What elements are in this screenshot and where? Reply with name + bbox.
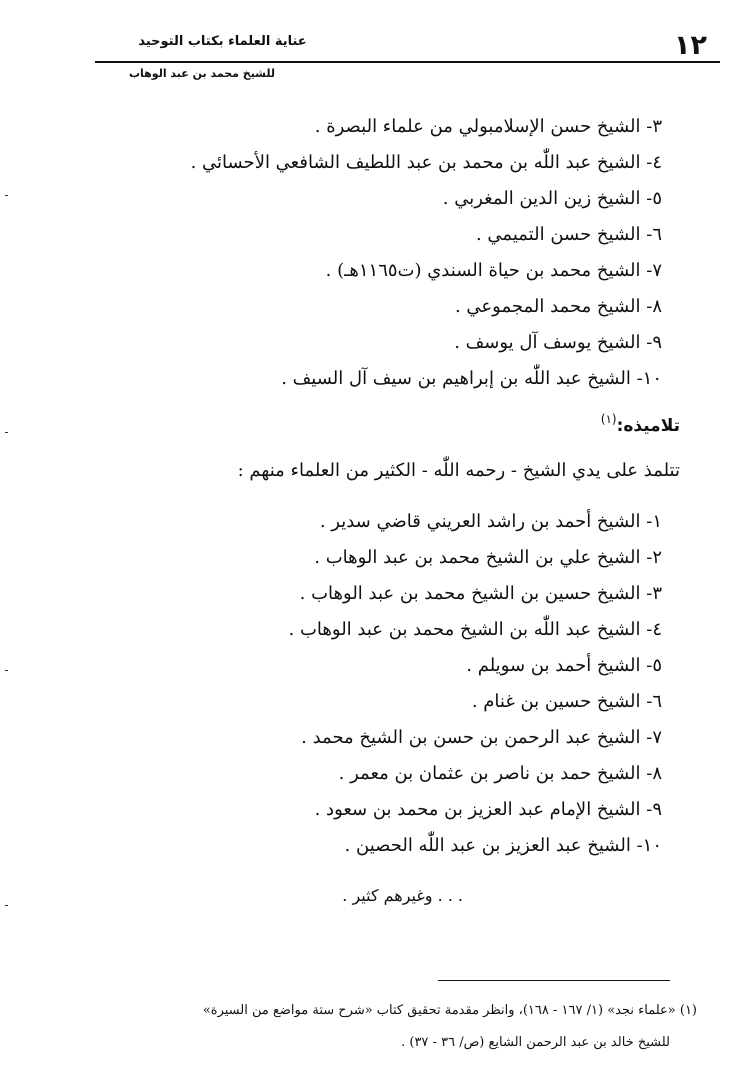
margin-mark [5, 432, 8, 433]
list-item: ١- الشيخ أحمد بن راشد العريني قاضي سدير . [319, 511, 662, 532]
list-item: ١٠- الشيخ عبد اللّٰه بن إبراهيم بن سيف آل السيف . [281, 368, 662, 389]
margin-mark [5, 670, 8, 671]
list-item: ٤- الشيخ عبد اللّٰه بن الشيخ محمد بن عبد الوهاب . [288, 619, 662, 640]
students-intro: تتلمذ على يدي الشيخ - رحمه اللّٰه - الكثير من العلماء منهم : [237, 460, 680, 481]
margin-mark [5, 195, 8, 196]
teachers-list [191, 109, 662, 397]
list-item: ٧- الشيخ عبد الرحمن بن حسن بن الشيخ محمد . [301, 727, 662, 748]
list-item: ٣- الشيخ حسين بن الشيخ محمد بن عبد الوهاب . [299, 583, 662, 604]
closing-line: . . . وغيرهم كثير . [342, 886, 463, 905]
list-item: ٥- الشيخ زين الدين المغربي . [442, 188, 662, 209]
margin-mark [5, 905, 8, 906]
list-item: ٩- الشيخ الإمام عبد العزيز بن محمد بن سعود . [314, 799, 662, 820]
running-header-subtitle: للشيخ محمد بن عبد الوهاب [128, 67, 275, 80]
students-heading-text: تلاميذه: [616, 416, 680, 436]
list-item: ٦- الشيخ حسن التميمي . [475, 224, 662, 245]
footnote-divider [438, 980, 670, 981]
list-item: ٨- الشيخ حمد بن ناصر بن عثمان بن معمر . [338, 763, 662, 784]
list-item: ٣- الشيخ حسن الإسلامبولي من علماء البصرة . [314, 116, 662, 137]
running-header-title: عناية العلماء بكتاب التوحيد [138, 34, 307, 49]
list-item: ٦- الشيخ حسين بن غنام . [471, 691, 662, 712]
footnote-line: (١) «علماء نجد» (١/ ١٦٧ - ١٦٨)، وانظر مقدمة تحقيق كتاب «شرح ستة مواضع من السيرة» [202, 1003, 697, 1018]
list-item: ٢- الشيخ علي بن الشيخ محمد بن عبد الوهاب . [314, 547, 662, 568]
footnote-line: للشيخ خالد بن عبد الرحمن الشايع (ص/ ٣٦ - ٣٧) . [401, 1035, 670, 1050]
students-heading [601, 412, 680, 436]
header-divider [95, 61, 720, 63]
list-item: ٩- الشيخ يوسف آل يوسف . [454, 332, 662, 353]
list-item: ٧- الشيخ محمد بن حياة السندي (ت١١٦٥هـ) . [325, 260, 662, 281]
list-item: ٥- الشيخ أحمد بن سويلم . [466, 655, 662, 676]
page-number: ١٢ [674, 30, 707, 61]
students-list [289, 504, 662, 864]
footnote-marker: (١) [600, 412, 617, 426]
list-item: ٤- الشيخ عبد اللّٰه بن محمد بن عبد اللطيف الشافعي الأحسائي . [190, 152, 662, 173]
list-item: ٨- الشيخ محمد المجموعي . [454, 296, 662, 317]
list-item: ١٠- الشيخ عبد العزيز بن عبد اللّٰه الحصين . [344, 835, 662, 856]
